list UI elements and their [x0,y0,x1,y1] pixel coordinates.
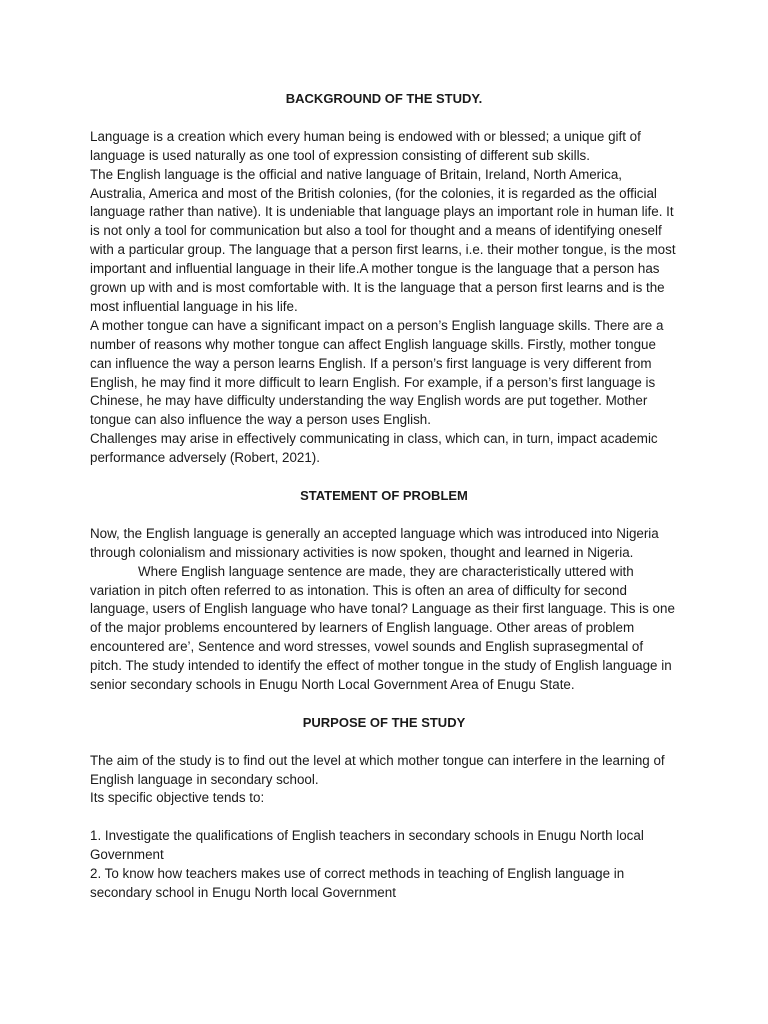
problem-paragraph-1: Now, the English language is generally an accepted language which was introduced into Nigeria through colonialism and missionary activities is now spoken, thought and learned in Nigeria. [90,525,659,560]
spacer [90,695,678,714]
document-page [90,90,678,903]
spacer [90,468,678,487]
purpose-heading: PURPOSE OF THE STUDY [302,714,466,730]
problem-heading: STATEMENT OF PROBLEM [300,488,468,503]
background-heading: BACKGROUND OF THE STUDY. [285,91,483,106]
background-paragraph-3: A mother tongue can have a significant impact on a person’s English language skills. There are a number of reasons why mother tongue can affect English language skills. Firstly, mother tongue can influence the way a person learns English. If a person’s first language is very different from English, he may find it more difficult to learn English. For example, if a person’s first language is Chinese, he may have difficulty understanding the way English words are put together. Mother tongue can also influence the way a person uses English. [90,317,664,428]
spacer [90,733,678,752]
spacer [90,109,678,128]
purpose-paragraph-2: Its specific objective tends to: [90,790,265,806]
purpose-paragraph-1: The aim of the study is to find out the level at which mother tongue can interfere in the learning of English language in secondary school. [90,752,665,787]
problem-paragraph-2: Where English language sentence are made, they are characteristically uttered with variation in pitch often referred to as intonation. This is often an area of difficulty for second language, users of English language who have tonal? Language as their first language. This is one of the major problems encountered by learners of English language. Other areas of problem encountered are’, Sentence and word stresses, vowel sounds and English suprasegmental of pitch. The study intended to identify the effect of mother tongue in the study of English language in senior secondary schools in Enugu North Local Government Area of Enugu State. [90,563,675,693]
objective-item-1: 1. Investigate the qualifications of English teachers in secondary schools in Enugu North local Government [90,828,644,863]
background-paragraph-2: The English language is the official and native language of Britain, Ireland, North America, Australia, America and most of the British colonies, (for the colonies, it is regarded as the official language rather than native). It is undeniable that language plays an important role in human life. It is not only a tool for communication but also a tool for thought and a means of identifying oneself with a particular group. The language that a person first learns, i.e. their mother tongue, is the most important and influential language in their life.A mother tongue is the language that a person has grown up with and is most comfortable with. It is the language that a person first learns and is the most influential language in his life. [90,166,676,314]
spacer [90,506,678,525]
spacer [90,808,678,827]
background-paragraph-4: Challenges may arise in effectively communicating in class, which can, in turn, impact academic performance adversely (Robert, 2021). [90,431,658,466]
background-paragraph-1: Language is a creation which every human being is endowed with or blessed; a unique gift of language is used naturally as one tool of expression consisting of different sub skills. [90,128,641,163]
objective-item-2: 2. To know how teachers makes use of correct methods in teaching of English language in secondary school in Enugu North local Government [90,866,625,900]
